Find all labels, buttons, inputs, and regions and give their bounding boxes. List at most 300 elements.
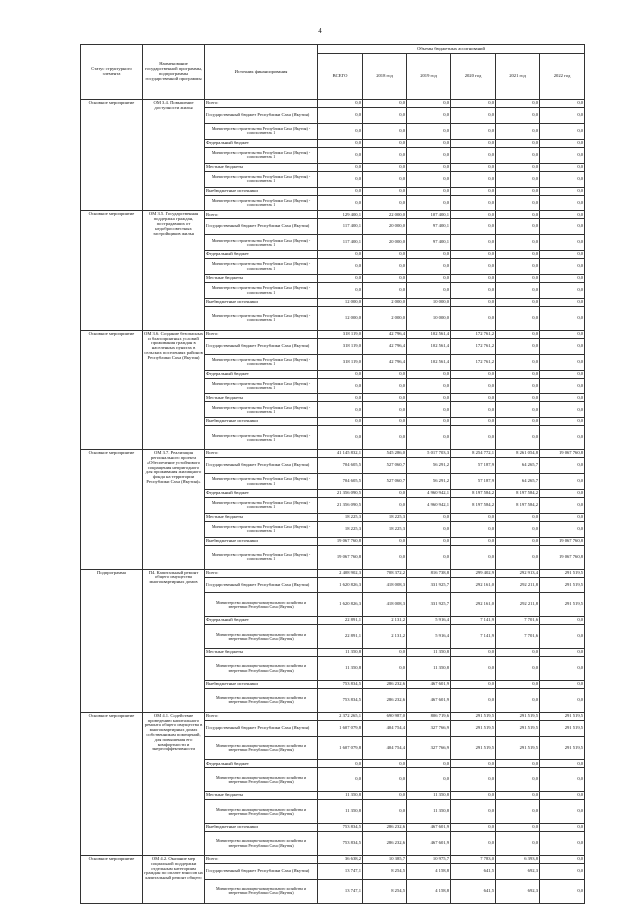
value-year: 0,0 (407, 251, 451, 259)
value-year: 0,0 (451, 147, 496, 163)
value-year: 0,0 (451, 195, 496, 211)
value-year: 10 000,0 (407, 307, 451, 331)
executor-label: Министерство строительства Республики Саха (Якутия) - соисполнитель 1 (205, 283, 318, 299)
value-year: 0,0 (451, 649, 496, 657)
value-year: 0,0 (496, 219, 540, 235)
value-year: 0,0 (407, 147, 451, 163)
funding-source: Государственный бюджет Республики Саха (Якутия) (205, 720, 318, 736)
value-total: 19 067 760,8 (318, 537, 363, 545)
value-year: 2 000,0 (363, 298, 407, 306)
value-year: 0,0 (451, 163, 496, 171)
value-year: 0,0 (496, 259, 540, 275)
value-year: 0,0 (540, 394, 585, 402)
structure-status: Подпрограмма (81, 569, 143, 712)
value-year: 0,0 (540, 187, 585, 195)
value-year: 291 519,5 (540, 736, 585, 760)
value-year: 0,0 (540, 458, 585, 474)
value-year: 0,0 (496, 139, 540, 147)
value-year: 0,0 (451, 108, 496, 124)
value-year: 64 265,7 (496, 474, 540, 490)
value-year: 327 766,9 (407, 720, 451, 736)
value-year: 467 601,9 (407, 688, 451, 712)
table-row (81, 712, 585, 720)
funding-source: Внебюджетные источники (205, 187, 318, 195)
value-year: 0,0 (540, 879, 585, 903)
value-year: 0,0 (363, 418, 407, 426)
value-year: 0,0 (451, 537, 496, 545)
value-total: 41 145 832,1 (318, 450, 363, 458)
value-year: 0,0 (363, 259, 407, 275)
value-total: 2 372 265,1 (318, 712, 363, 720)
value-year: 291 519,5 (540, 720, 585, 736)
executor-label: Министерство жилищно-коммунального хозяйства и энергетики Республики Саха (Якутия) (205, 768, 318, 792)
funding-source: Федеральный бюджет (205, 139, 318, 147)
table-row (81, 450, 585, 458)
structure-status: Основное мероприятие (81, 855, 143, 903)
value-year: 0,0 (540, 275, 585, 283)
value-year: 0,0 (496, 123, 540, 139)
value-total: 318 119,0 (318, 330, 363, 338)
value-year: 0,0 (451, 307, 496, 331)
value-year: 0,0 (451, 800, 496, 824)
funding-source: Всего: (205, 569, 318, 577)
value-year: 5 916,4 (407, 617, 451, 625)
value-year: 4 158,8 (407, 863, 451, 879)
structure-status: Основное мероприятие (81, 330, 143, 449)
value-year: 0,0 (496, 330, 540, 338)
value-year: 291 519,5 (451, 736, 496, 760)
value-year: 0,0 (496, 680, 540, 688)
value-year: 20 000,0 (363, 235, 407, 251)
funding-source: Федеральный бюджет (205, 489, 318, 497)
value-year: 0,0 (451, 100, 496, 108)
value-year: 4 158,8 (407, 879, 451, 903)
program-name: ОМ 4.1. Содействие проведению капитального ремонта общего имущества в многоквартирных домах собственникам помещений, для повышения его комфортности и энергоэффективности (143, 712, 205, 855)
value-year: 4 960 942,1 (407, 497, 451, 513)
table-row (81, 569, 585, 577)
value-year: 0,0 (540, 513, 585, 521)
value-year: 816 738,8 (407, 569, 451, 577)
executor-label: Министерство строительства Республики Саха (Якутия) - соисполнитель 1 (205, 497, 318, 513)
value-year: 172 761,2 (451, 338, 496, 354)
value-year: 7 141,9 (451, 617, 496, 625)
value-year: 0,0 (496, 298, 540, 306)
value-year: 641,5 (451, 863, 496, 879)
value-total: 0,0 (318, 123, 363, 139)
value-year: 692,3 (496, 879, 540, 903)
value-year: 0,0 (451, 283, 496, 299)
value-total: 0,0 (318, 139, 363, 147)
value-year: 291 519,5 (451, 720, 496, 736)
funding-source: Государственный бюджет Республики Саха (Якутия) (205, 108, 318, 124)
value-total: 0,0 (318, 147, 363, 163)
value-total: 117 400,1 (318, 219, 363, 235)
value-year: 2 131,2 (363, 617, 407, 625)
header-year: 2019 год (407, 54, 451, 100)
value-year: 0,0 (496, 211, 540, 219)
value-year: 42 796,4 (363, 330, 407, 338)
funding-source: Всего: (205, 450, 318, 458)
value-year: 0,0 (407, 545, 451, 569)
value-year: 0,0 (363, 545, 407, 569)
funding-source: Государственный бюджет Республики Саха (Якутия) (205, 863, 318, 879)
value-year: 0,0 (540, 108, 585, 124)
header-volumes: Объемы бюджетных ассигнований (318, 45, 585, 54)
value-year: 0,0 (540, 521, 585, 537)
value-year: 2 131,2 (363, 625, 407, 649)
value-year: 0,0 (496, 275, 540, 283)
value-year: 806 719,6 (407, 712, 451, 720)
value-year: 0,0 (496, 537, 540, 545)
value-total: 1 607 079,8 (318, 720, 363, 736)
value-year: 0,0 (540, 259, 585, 275)
executor-label: Министерство строительства Республики Саха (Якутия) - соисполнитель 1 (205, 195, 318, 211)
value-year: 0,0 (540, 370, 585, 378)
value-year: 6 393,8 (496, 855, 540, 863)
value-year: 0,0 (540, 625, 585, 649)
value-year: 0,0 (540, 298, 585, 306)
funding-source: Федеральный бюджет (205, 370, 318, 378)
executor-label: Министерство строительства Республики Саха (Якутия) - соисполнитель 1 (205, 307, 318, 331)
value-year: 0,0 (363, 537, 407, 545)
program-name: П4. Капитальный ремонт общего имущества многоквартирных домов (143, 569, 205, 712)
value-total: 0,0 (318, 378, 363, 394)
structure-status: Основное мероприятие (81, 100, 143, 211)
value-year: 291 519,5 (496, 712, 540, 720)
value-year: 0,0 (496, 418, 540, 426)
value-year: 0,0 (407, 418, 451, 426)
value-year: 327 766,9 (407, 736, 451, 760)
value-year: 286 232,6 (363, 832, 407, 856)
value-year: 0,0 (496, 171, 540, 187)
value-year: 708 372,2 (363, 569, 407, 577)
executor-label: Министерство строительства Республики Саха (Якутия) - соисполнитель 1 (205, 426, 318, 450)
executor-label: Министерство жилищно-коммунального хозяйства и энергетики Республики Саха (Якутия) (205, 657, 318, 681)
funding-source: Всего: (205, 211, 318, 219)
value-year: 286 232,6 (363, 688, 407, 712)
value-total: 753 834,5 (318, 832, 363, 856)
value-year: 5 017 703,3 (407, 450, 451, 458)
value-total: 36 638,2 (318, 855, 363, 863)
value-year: 467 601,9 (407, 680, 451, 688)
value-year: 291 519,5 (540, 593, 585, 617)
value-total: 753 834,5 (318, 680, 363, 688)
value-year: 0,0 (363, 792, 407, 800)
value-total: 22 891,1 (318, 617, 363, 625)
value-total: 318 119,0 (318, 354, 363, 370)
value-year: 0,0 (363, 394, 407, 402)
value-year: 0,0 (451, 792, 496, 800)
header-status: Статус структурного элемента (81, 45, 143, 100)
value-year: 0,0 (363, 283, 407, 299)
value-year: 0,0 (407, 139, 451, 147)
value-total: 0,0 (318, 195, 363, 211)
value-total: 12 000,0 (318, 298, 363, 306)
value-year: 0,0 (451, 211, 496, 219)
value-year: 0,0 (451, 418, 496, 426)
value-year: 0,0 (496, 307, 540, 331)
value-year: 404 754,4 (363, 736, 407, 760)
value-year: 0,0 (363, 100, 407, 108)
value-total: 18 225,3 (318, 521, 363, 537)
value-year: 11 350,8 (407, 800, 451, 824)
executor-label: Министерство строительства Республики Саха (Якутия) - соисполнитель 1 (205, 402, 318, 418)
value-total: 0,0 (318, 275, 363, 283)
value-year: 0,0 (496, 108, 540, 124)
value-total: 0,0 (318, 760, 363, 768)
value-year: 0,0 (407, 768, 451, 792)
value-year: 7 783,0 (451, 855, 496, 863)
value-year: 291 519,5 (496, 736, 540, 760)
value-year: 418 008,3 (363, 593, 407, 617)
value-year: 0,0 (496, 649, 540, 657)
value-year: 0,0 (363, 123, 407, 139)
funding-source: Местные бюджеты (205, 513, 318, 521)
value-total: 12 000,0 (318, 307, 363, 331)
value-year: 0,0 (363, 378, 407, 394)
value-year: 467 601,9 (407, 824, 451, 832)
value-total: 1 620 826,3 (318, 577, 363, 593)
value-year: 0,0 (363, 768, 407, 792)
value-year: 8 197 584,2 (496, 489, 540, 497)
value-year: 0,0 (451, 394, 496, 402)
value-year: 0,0 (407, 163, 451, 171)
value-year: 8 197 584,2 (496, 497, 540, 513)
value-year: 0,0 (451, 824, 496, 832)
value-year: 18 225,3 (363, 513, 407, 521)
value-year: 692,3 (496, 863, 540, 879)
value-year: 0,0 (540, 768, 585, 792)
value-year: 4 960 942,1 (407, 489, 451, 497)
value-year: 0,0 (407, 537, 451, 545)
value-year: 11 350,8 (407, 657, 451, 681)
funding-source: Местные бюджеты (205, 394, 318, 402)
funding-source: Всего: (205, 712, 318, 720)
value-year: 172 761,2 (451, 330, 496, 338)
value-year: 0,0 (407, 760, 451, 768)
executor-label: Министерство жилищно-коммунального хозяйства и энергетики Республики Саха (Якутия) (205, 688, 318, 712)
value-year: 18 225,3 (363, 521, 407, 537)
value-year: 0,0 (451, 513, 496, 521)
value-year: 0,0 (407, 195, 451, 211)
value-year: 0,0 (407, 187, 451, 195)
value-year: 0,0 (451, 298, 496, 306)
value-year: 0,0 (363, 171, 407, 187)
value-year: 8 197 584,2 (451, 497, 496, 513)
value-year: 0,0 (363, 251, 407, 259)
executor-label: Министерство жилищно-коммунального хозяйства и энергетики Республики Саха (Якутия) (205, 879, 318, 903)
value-total: 11 350,8 (318, 792, 363, 800)
funding-source: Местные бюджеты (205, 163, 318, 171)
value-year: 0,0 (540, 688, 585, 712)
value-year: 0,0 (540, 338, 585, 354)
value-year: 0,0 (496, 100, 540, 108)
value-year: 0,0 (496, 195, 540, 211)
header-source: Источник финансирования (205, 45, 318, 100)
value-year: 0,0 (451, 426, 496, 450)
value-year: 0,0 (496, 832, 540, 856)
executor-label: Министерство строительства Республики Саха (Якутия) - соисполнитель 1 (205, 123, 318, 139)
header-name: Наименование государственной программы, подпрограммы государственной программы (143, 45, 205, 100)
value-year: 0,0 (540, 426, 585, 450)
value-year: 0,0 (496, 792, 540, 800)
value-year: 527 060,7 (363, 474, 407, 490)
structure-status: Основное мероприятие (81, 211, 143, 330)
value-year: 0,0 (540, 163, 585, 171)
value-year: 7 701,6 (496, 625, 540, 649)
value-year: 0,0 (540, 211, 585, 219)
value-total: 13 747,1 (318, 879, 363, 903)
value-total: 19 067 760,8 (318, 545, 363, 569)
value-year: 0,0 (363, 195, 407, 211)
value-year: 57 187,9 (451, 474, 496, 490)
value-year: 286 232,6 (363, 824, 407, 832)
value-year: 0,0 (540, 792, 585, 800)
value-year: 0,0 (451, 688, 496, 712)
funding-source: Местные бюджеты (205, 649, 318, 657)
value-year: 8 261 054,8 (496, 450, 540, 458)
value-year: 102 561,4 (407, 338, 451, 354)
value-year: 0,0 (496, 187, 540, 195)
value-total: 0,0 (318, 171, 363, 187)
value-year: 0,0 (363, 657, 407, 681)
value-year: 0,0 (451, 832, 496, 856)
value-year: 292 161,0 (451, 577, 496, 593)
value-year: 97 400,1 (407, 219, 451, 235)
value-year: 0,0 (496, 147, 540, 163)
value-year: 0,0 (540, 139, 585, 147)
value-year: 0,0 (451, 378, 496, 394)
value-total: 22 891,1 (318, 625, 363, 649)
value-year: 641,5 (451, 879, 496, 903)
value-year: 64 265,7 (496, 458, 540, 474)
value-year: 0,0 (540, 354, 585, 370)
value-total: 0,0 (318, 283, 363, 299)
value-total: 0,0 (318, 251, 363, 259)
value-year: 0,0 (363, 108, 407, 124)
executor-label: Министерство жилищно-коммунального хозяйства и энергетики Республики Саха (Якутия) (205, 593, 318, 617)
value-year: 0,0 (363, 402, 407, 418)
value-year: 0,0 (540, 330, 585, 338)
value-year: 0,0 (540, 100, 585, 108)
executor-label: Министерство строительства Республики Саха (Якутия) - соисполнитель 1 (205, 259, 318, 275)
value-year: 404 754,4 (363, 720, 407, 736)
header-year: 2018 год (363, 54, 407, 100)
value-year: 10 975,7 (407, 855, 451, 863)
value-year: 0,0 (540, 832, 585, 856)
value-year: 0,0 (496, 354, 540, 370)
value-year: 172 761,2 (451, 354, 496, 370)
value-total: 704 605,5 (318, 474, 363, 490)
value-year: 292 211,8 (496, 577, 540, 593)
value-year: 7 141,9 (451, 625, 496, 649)
value-year: 0,0 (496, 235, 540, 251)
value-year: 0,0 (496, 545, 540, 569)
value-total: 21 356 090,5 (318, 489, 363, 497)
value-year: 0,0 (363, 370, 407, 378)
value-year: 0,0 (407, 378, 451, 394)
value-year: 291 519,5 (496, 720, 540, 736)
executor-label: Министерство строительства Республики Саха (Якутия) - соисполнитель 1 (205, 171, 318, 187)
value-year: 19 067 760,8 (540, 545, 585, 569)
value-year: 42 796,4 (363, 354, 407, 370)
value-year: 102 561,4 (407, 354, 451, 370)
value-total: 1 620 826,3 (318, 593, 363, 617)
value-year: 0,0 (407, 259, 451, 275)
value-year: 0,0 (407, 171, 451, 187)
executor-label: Министерство жилищно-коммунального хозяйства и энергетики Республики Саха (Якутия) (205, 625, 318, 649)
value-year: 0,0 (407, 402, 451, 418)
value-year: 0,0 (540, 123, 585, 139)
value-year: 0,0 (540, 489, 585, 497)
value-year: 527 060,7 (363, 458, 407, 474)
value-year: 7 701,6 (496, 617, 540, 625)
value-total: 0,0 (318, 259, 363, 275)
value-year: 0,0 (363, 163, 407, 171)
program-name: ОМ 4.2. Оказание мер социальной поддержки отдельным категориям граждан по оплате взносов на капитальный ремонт общего (143, 855, 205, 903)
table-row (81, 100, 585, 108)
value-year: 10 385,7 (363, 855, 407, 863)
value-year: 0,0 (363, 426, 407, 450)
value-total: 0,0 (318, 768, 363, 792)
program-name: ОМ 3.4. Повышение доступности жилья (143, 100, 205, 211)
value-total: 0,0 (318, 370, 363, 378)
value-year: 0,0 (496, 402, 540, 418)
funding-source: Федеральный бюджет (205, 617, 318, 625)
executor-label: Министерство строительства Республики Саха (Якутия) - соисполнитель 1 (205, 147, 318, 163)
value-year: 467 601,9 (407, 832, 451, 856)
value-year: 56 291,2 (407, 458, 451, 474)
program-name: ОМ 3.7. Реализация регионального проекта «Обеспечение устойчивого сокращения непригодного для проживания жилищного фонда на территории Республики Саха (Якутия)» (143, 450, 205, 569)
program-name: ОМ 3.6. Создание безопасных и благоприятных условий проживания граждан в населенных пунктах в сельских поселениях районов Республики Саха (Якутия) (143, 330, 205, 449)
value-year: 0,0 (451, 259, 496, 275)
value-year: 0,0 (363, 800, 407, 824)
value-year: 0,0 (540, 497, 585, 513)
executor-label: Министерство строительства Республики Саха (Якутия) - соисполнитель 1 (205, 545, 318, 569)
value-year: 8 254,5 (363, 879, 407, 903)
value-year: 292 211,8 (496, 593, 540, 617)
value-year: 331 925,7 (407, 577, 451, 593)
value-year: 0,0 (407, 426, 451, 450)
value-year: 57 187,9 (451, 458, 496, 474)
value-year: 291 519,5 (540, 712, 585, 720)
value-year: 0,0 (407, 275, 451, 283)
value-year: 0,0 (540, 283, 585, 299)
value-year: 0,0 (496, 163, 540, 171)
value-year: 8 254,5 (363, 863, 407, 879)
value-total: 13 747,1 (318, 863, 363, 879)
value-year: 291 519,5 (540, 577, 585, 593)
value-year: 292 161,0 (451, 593, 496, 617)
value-year: 0,0 (540, 800, 585, 824)
value-total: 0,0 (318, 108, 363, 124)
value-year: 0,0 (363, 760, 407, 768)
value-total: 18 225,3 (318, 513, 363, 521)
value-year: 0,0 (496, 378, 540, 394)
value-year: 0,0 (496, 513, 540, 521)
value-year: 8 197 584,2 (451, 489, 496, 497)
value-year: 0,0 (407, 370, 451, 378)
value-year: 0,0 (540, 657, 585, 681)
value-year: 0,0 (451, 171, 496, 187)
value-year: 0,0 (540, 195, 585, 211)
funding-source: Внебюджетные источники (205, 537, 318, 545)
executor-label: Министерство жилищно-коммунального хозяйства и энергетики Республики Саха (Якутия) (205, 832, 318, 856)
value-year: 22 000,0 (363, 211, 407, 219)
table-row (81, 330, 585, 338)
value-total: 11 350,8 (318, 649, 363, 657)
value-year: 0,0 (407, 513, 451, 521)
